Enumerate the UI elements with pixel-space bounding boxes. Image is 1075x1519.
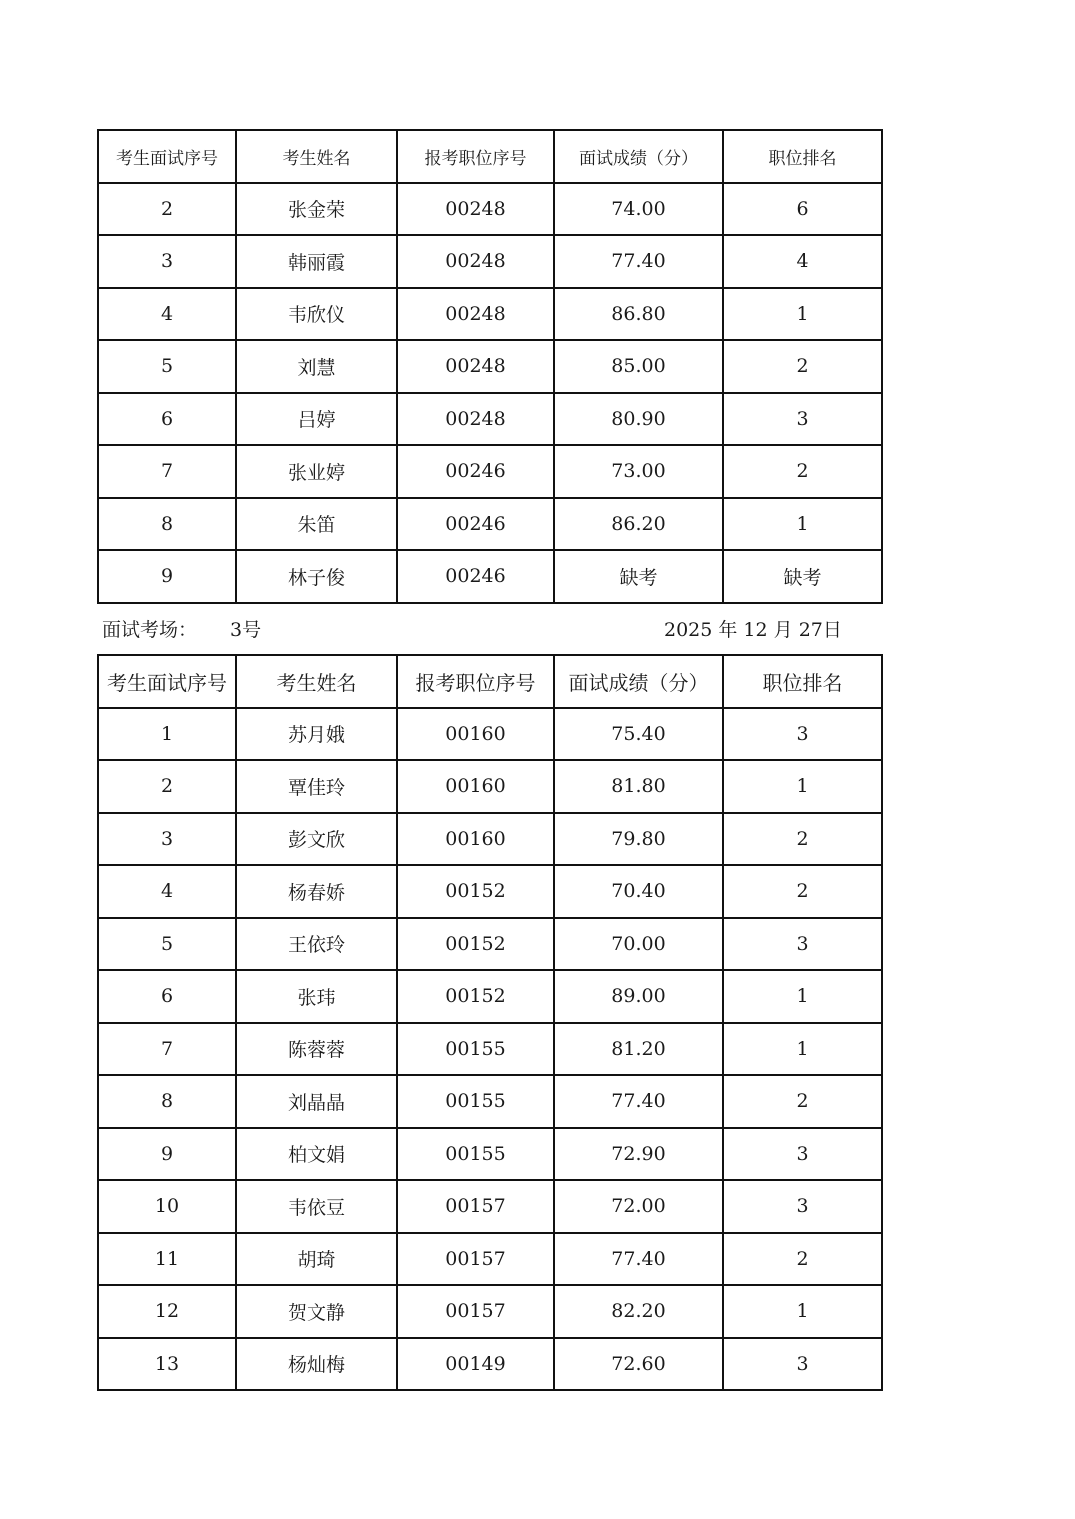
table-row bbox=[98, 1338, 882, 1391]
cell-position-code: 00160 bbox=[397, 708, 554, 761]
cell-position-code: 00152 bbox=[397, 970, 554, 1023]
cell-interview-order: 13 bbox=[98, 1338, 236, 1391]
header-position-code: 报考职位序号 bbox=[397, 130, 554, 183]
cell-interview-order: 9 bbox=[98, 550, 236, 603]
cell-interview-order: 1 bbox=[98, 708, 236, 761]
cell-position-code: 00155 bbox=[397, 1023, 554, 1076]
header-position-rank: 职位排名 bbox=[723, 130, 882, 183]
cell-interview-score: 81.80 bbox=[554, 760, 723, 813]
cell-interview-order: 4 bbox=[98, 865, 236, 918]
cell-position-code: 00246 bbox=[397, 550, 554, 603]
cell-candidate-name: 韦依豆 bbox=[236, 1180, 397, 1233]
cell-position-rank: 1 bbox=[723, 1023, 882, 1076]
cell-position-rank: 2 bbox=[723, 813, 882, 866]
cell-interview-score: 70.00 bbox=[554, 918, 723, 971]
cell-interview-order: 5 bbox=[98, 340, 236, 393]
cell-interview-order: 2 bbox=[98, 183, 236, 236]
cell-interview-score: 79.80 bbox=[554, 813, 723, 866]
cell-position-code: 00152 bbox=[397, 865, 554, 918]
cell-candidate-name: 苏月娥 bbox=[236, 708, 397, 761]
table-header-row bbox=[98, 130, 882, 183]
cell-interview-score: 82.20 bbox=[554, 1285, 723, 1338]
cell-interview-order: 5 bbox=[98, 918, 236, 971]
cell-position-code: 00160 bbox=[397, 760, 554, 813]
table-row bbox=[98, 393, 882, 446]
cell-candidate-name: 杨春娇 bbox=[236, 865, 397, 918]
cell-candidate-name: 陈蓉蓉 bbox=[236, 1023, 397, 1076]
cell-position-rank: 3 bbox=[723, 1338, 882, 1391]
cell-position-rank: 3 bbox=[723, 1180, 882, 1233]
table-row bbox=[98, 183, 882, 236]
cell-interview-score: 77.40 bbox=[554, 235, 723, 288]
cell-interview-score: 86.20 bbox=[554, 498, 723, 551]
table-row bbox=[98, 813, 882, 866]
table-row bbox=[98, 340, 882, 393]
cell-position-code: 00157 bbox=[397, 1285, 554, 1338]
cell-interview-order: 3 bbox=[98, 235, 236, 288]
cell-position-code: 00157 bbox=[397, 1180, 554, 1233]
cell-position-rank: 3 bbox=[723, 918, 882, 971]
cell-interview-score: 86.80 bbox=[554, 288, 723, 341]
table-row bbox=[98, 760, 882, 813]
cell-candidate-name: 刘晶晶 bbox=[236, 1075, 397, 1128]
cell-interview-score: 89.00 bbox=[554, 970, 723, 1023]
cell-position-code: 00248 bbox=[397, 340, 554, 393]
cell-interview-score: 70.40 bbox=[554, 865, 723, 918]
cell-interview-order: 7 bbox=[98, 1023, 236, 1076]
cell-position-rank: 1 bbox=[723, 970, 882, 1023]
venue-label: 面试考场： bbox=[102, 619, 198, 641]
table-row bbox=[98, 235, 882, 288]
cell-position-rank: 3 bbox=[723, 708, 882, 761]
cell-position-code: 00246 bbox=[397, 498, 554, 551]
cell-position-rank: 2 bbox=[723, 340, 882, 393]
cell-candidate-name: 贺文静 bbox=[236, 1285, 397, 1338]
venue-number: 3号 bbox=[230, 619, 262, 641]
cell-interview-score: 72.90 bbox=[554, 1128, 723, 1181]
cell-position-code: 00152 bbox=[397, 918, 554, 971]
cell-candidate-name: 吕婷 bbox=[236, 393, 397, 446]
header-interview-order: 考生面试序号 bbox=[98, 130, 236, 183]
score-table-1 bbox=[97, 129, 883, 604]
cell-interview-order: 7 bbox=[98, 445, 236, 498]
header-interview-order: 考生面试序号 bbox=[98, 655, 236, 708]
cell-position-rank: 2 bbox=[723, 865, 882, 918]
cell-interview-score: 缺考 bbox=[554, 550, 723, 603]
cell-interview-score: 75.40 bbox=[554, 708, 723, 761]
cell-candidate-name: 张玮 bbox=[236, 970, 397, 1023]
cell-candidate-name: 杨灿梅 bbox=[236, 1338, 397, 1391]
cell-interview-score: 80.90 bbox=[554, 393, 723, 446]
cell-candidate-name: 张业婷 bbox=[236, 445, 397, 498]
cell-position-rank: 4 bbox=[723, 235, 882, 288]
cell-interview-score: 74.00 bbox=[554, 183, 723, 236]
cell-candidate-name: 张金荣 bbox=[236, 183, 397, 236]
score-table-2 bbox=[97, 654, 883, 1391]
cell-position-code: 00246 bbox=[397, 445, 554, 498]
cell-position-rank: 3 bbox=[723, 393, 882, 446]
cell-position-rank: 3 bbox=[723, 1128, 882, 1181]
cell-position-rank: 1 bbox=[723, 1285, 882, 1338]
cell-interview-score: 85.00 bbox=[554, 340, 723, 393]
cell-position-code: 00157 bbox=[397, 1233, 554, 1286]
cell-position-rank: 1 bbox=[723, 288, 882, 341]
cell-candidate-name: 柏文娟 bbox=[236, 1128, 397, 1181]
table-row bbox=[98, 1233, 882, 1286]
table-row bbox=[98, 1180, 882, 1233]
cell-position-rank: 2 bbox=[723, 1075, 882, 1128]
cell-interview-order: 12 bbox=[98, 1285, 236, 1338]
cell-candidate-name: 胡琦 bbox=[236, 1233, 397, 1286]
cell-position-rank: 缺考 bbox=[723, 550, 882, 603]
header-candidate-name: 考生姓名 bbox=[236, 130, 397, 183]
cell-interview-order: 6 bbox=[98, 970, 236, 1023]
cell-interview-order: 6 bbox=[98, 393, 236, 446]
table-row bbox=[98, 550, 882, 603]
table-body-1 bbox=[98, 183, 882, 603]
cell-position-code: 00160 bbox=[397, 813, 554, 866]
cell-position-code: 00155 bbox=[397, 1128, 554, 1181]
cell-position-code: 00149 bbox=[397, 1338, 554, 1391]
cell-position-code: 00248 bbox=[397, 288, 554, 341]
header-position-rank: 职位排名 bbox=[723, 655, 882, 708]
cell-candidate-name: 刘慧 bbox=[236, 340, 397, 393]
cell-candidate-name: 彭文欣 bbox=[236, 813, 397, 866]
cell-candidate-name: 覃佳玲 bbox=[236, 760, 397, 813]
cell-position-rank: 2 bbox=[723, 445, 882, 498]
cell-candidate-name: 韦欣仪 bbox=[236, 288, 397, 341]
table-header-row bbox=[98, 655, 882, 708]
table-row bbox=[98, 708, 882, 761]
cell-interview-order: 3 bbox=[98, 813, 236, 866]
table-row bbox=[98, 498, 882, 551]
table-row bbox=[98, 288, 882, 341]
header-position-code: 报考职位序号 bbox=[397, 655, 554, 708]
cell-interview-order: 8 bbox=[98, 498, 236, 551]
cell-interview-order: 8 bbox=[98, 1075, 236, 1128]
cell-position-rank: 6 bbox=[723, 183, 882, 236]
cell-interview-score: 81.20 bbox=[554, 1023, 723, 1076]
table-row bbox=[98, 865, 882, 918]
cell-candidate-name: 王依玲 bbox=[236, 918, 397, 971]
cell-interview-order: 9 bbox=[98, 1128, 236, 1181]
cell-interview-score: 77.40 bbox=[554, 1233, 723, 1286]
cell-interview-order: 11 bbox=[98, 1233, 236, 1286]
table-body-2 bbox=[98, 708, 882, 1391]
table-row bbox=[98, 1075, 882, 1128]
cell-candidate-name: 韩丽霞 bbox=[236, 235, 397, 288]
header-candidate-name: 考生姓名 bbox=[236, 655, 397, 708]
exam-date: 2025 年 12 月 27日 bbox=[664, 619, 842, 641]
cell-position-rank: 2 bbox=[723, 1233, 882, 1286]
cell-interview-score: 77.40 bbox=[554, 1075, 723, 1128]
cell-position-rank: 1 bbox=[723, 760, 882, 813]
cell-position-rank: 1 bbox=[723, 498, 882, 551]
table-row bbox=[98, 1128, 882, 1181]
header-interview-score: 面试成绩（分） bbox=[554, 130, 723, 183]
cell-position-code: 00248 bbox=[397, 393, 554, 446]
table-row bbox=[98, 1023, 882, 1076]
cell-interview-score: 72.00 bbox=[554, 1180, 723, 1233]
cell-candidate-name: 朱笛 bbox=[236, 498, 397, 551]
cell-candidate-name: 林子俊 bbox=[236, 550, 397, 603]
header-interview-score: 面试成绩（分） bbox=[554, 655, 723, 708]
cell-position-code: 00155 bbox=[397, 1075, 554, 1128]
cell-interview-order: 4 bbox=[98, 288, 236, 341]
table-row bbox=[98, 1285, 882, 1338]
cell-position-code: 00248 bbox=[397, 235, 554, 288]
table-row bbox=[98, 970, 882, 1023]
table-row bbox=[98, 445, 882, 498]
cell-interview-order: 2 bbox=[98, 760, 236, 813]
cell-interview-score: 72.60 bbox=[554, 1338, 723, 1391]
cell-position-code: 00248 bbox=[397, 183, 554, 236]
table-row bbox=[98, 918, 882, 971]
cell-interview-order: 10 bbox=[98, 1180, 236, 1233]
cell-interview-score: 73.00 bbox=[554, 445, 723, 498]
